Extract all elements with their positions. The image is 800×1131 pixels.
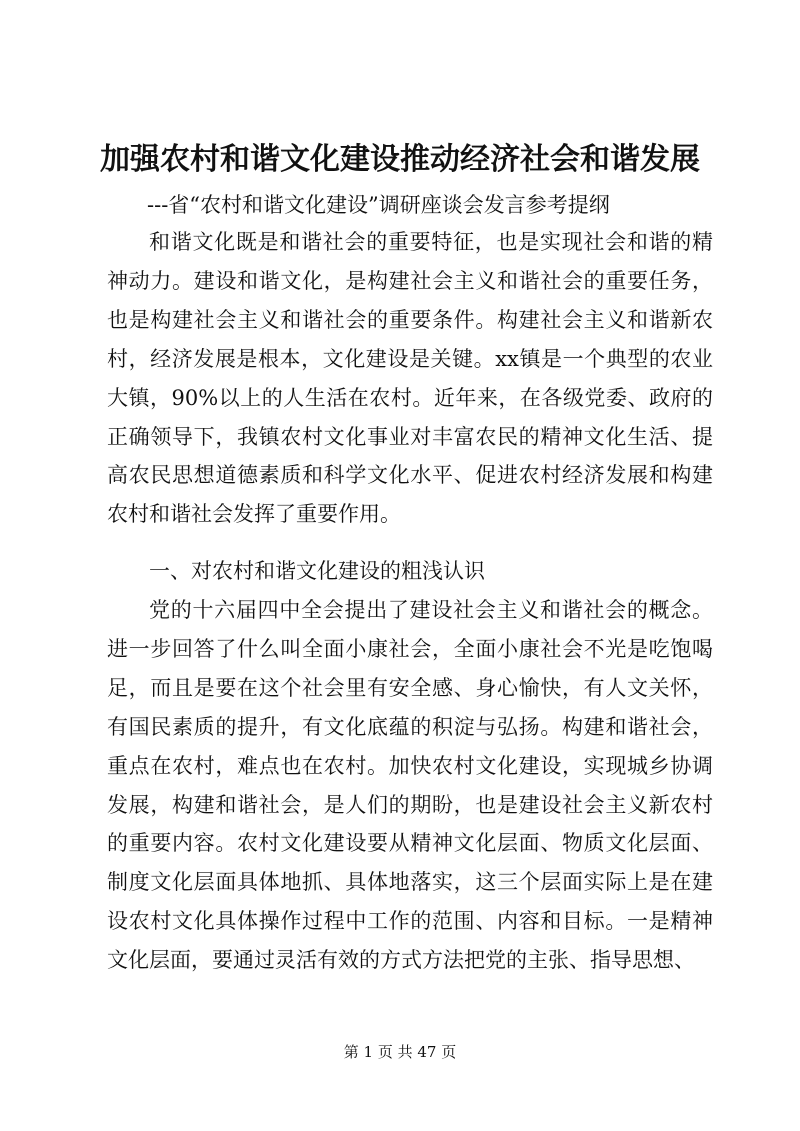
document-subtitle: ---省“农村和谐文化建设”调研座谈会发言参考提纲 [147, 193, 610, 217]
body-paragraph: 党的十六届四中全会提出了建设社会主义和谐社会的概念。进一步回答了什么叫全面小康社会，全面小康社会不光是吃饱喝足，而且是要在这个社会里有安全感、身心愉快，有人文关怀，有国民素质的提升，有文化底蕴的积淀与弘扬。构建和谐社会，重点在农村，难点也在农村。加快农村文化建设，实现城乡协调发展，构建和谐社会，是人们的期盼，也是建设社会主义新农村的重要内容。农村文化建设要从精神文化层面、物质文化层面、制度文化层面具体地抓、具体地落实，这三个层面实际上是在建设农村文化具体操作过程中工作的范围、内容和目标。一是精神文化层面，要通过灵活有效的方式方法把党的主张、指导思想、 [107, 598, 713, 973]
page-number-footer: 第 1 页 共 47 页 [343, 1043, 457, 1061]
document-title: 加强农村和谐文化建设推动经济社会和谐发展 [100, 142, 700, 177]
body-paragraph: 和谐文化既是和谐社会的重要特征，也是实现社会和谐的精神动力。建设和谐文化，是构建社会主义和谐社会的重要任务，也是构建社会主义和谐社会的重要条件。构建社会主义和谐新农村，经济发展是根本，文化建设是关键。xx镇是一个典型的农业大镇，90%以上的人生活在农村。近年来，在各级党委、政府的正确领导下，我镇农村文化事业对丰富农民的精神文化生活、提高农民思想道德素质和科学文化水平、促进农村经济发展和构建农村和谐社会发挥了重要作用。 [107, 230, 713, 527]
section-heading: 一、对农村和谐文化建设的粗浅认识 [149, 559, 485, 583]
